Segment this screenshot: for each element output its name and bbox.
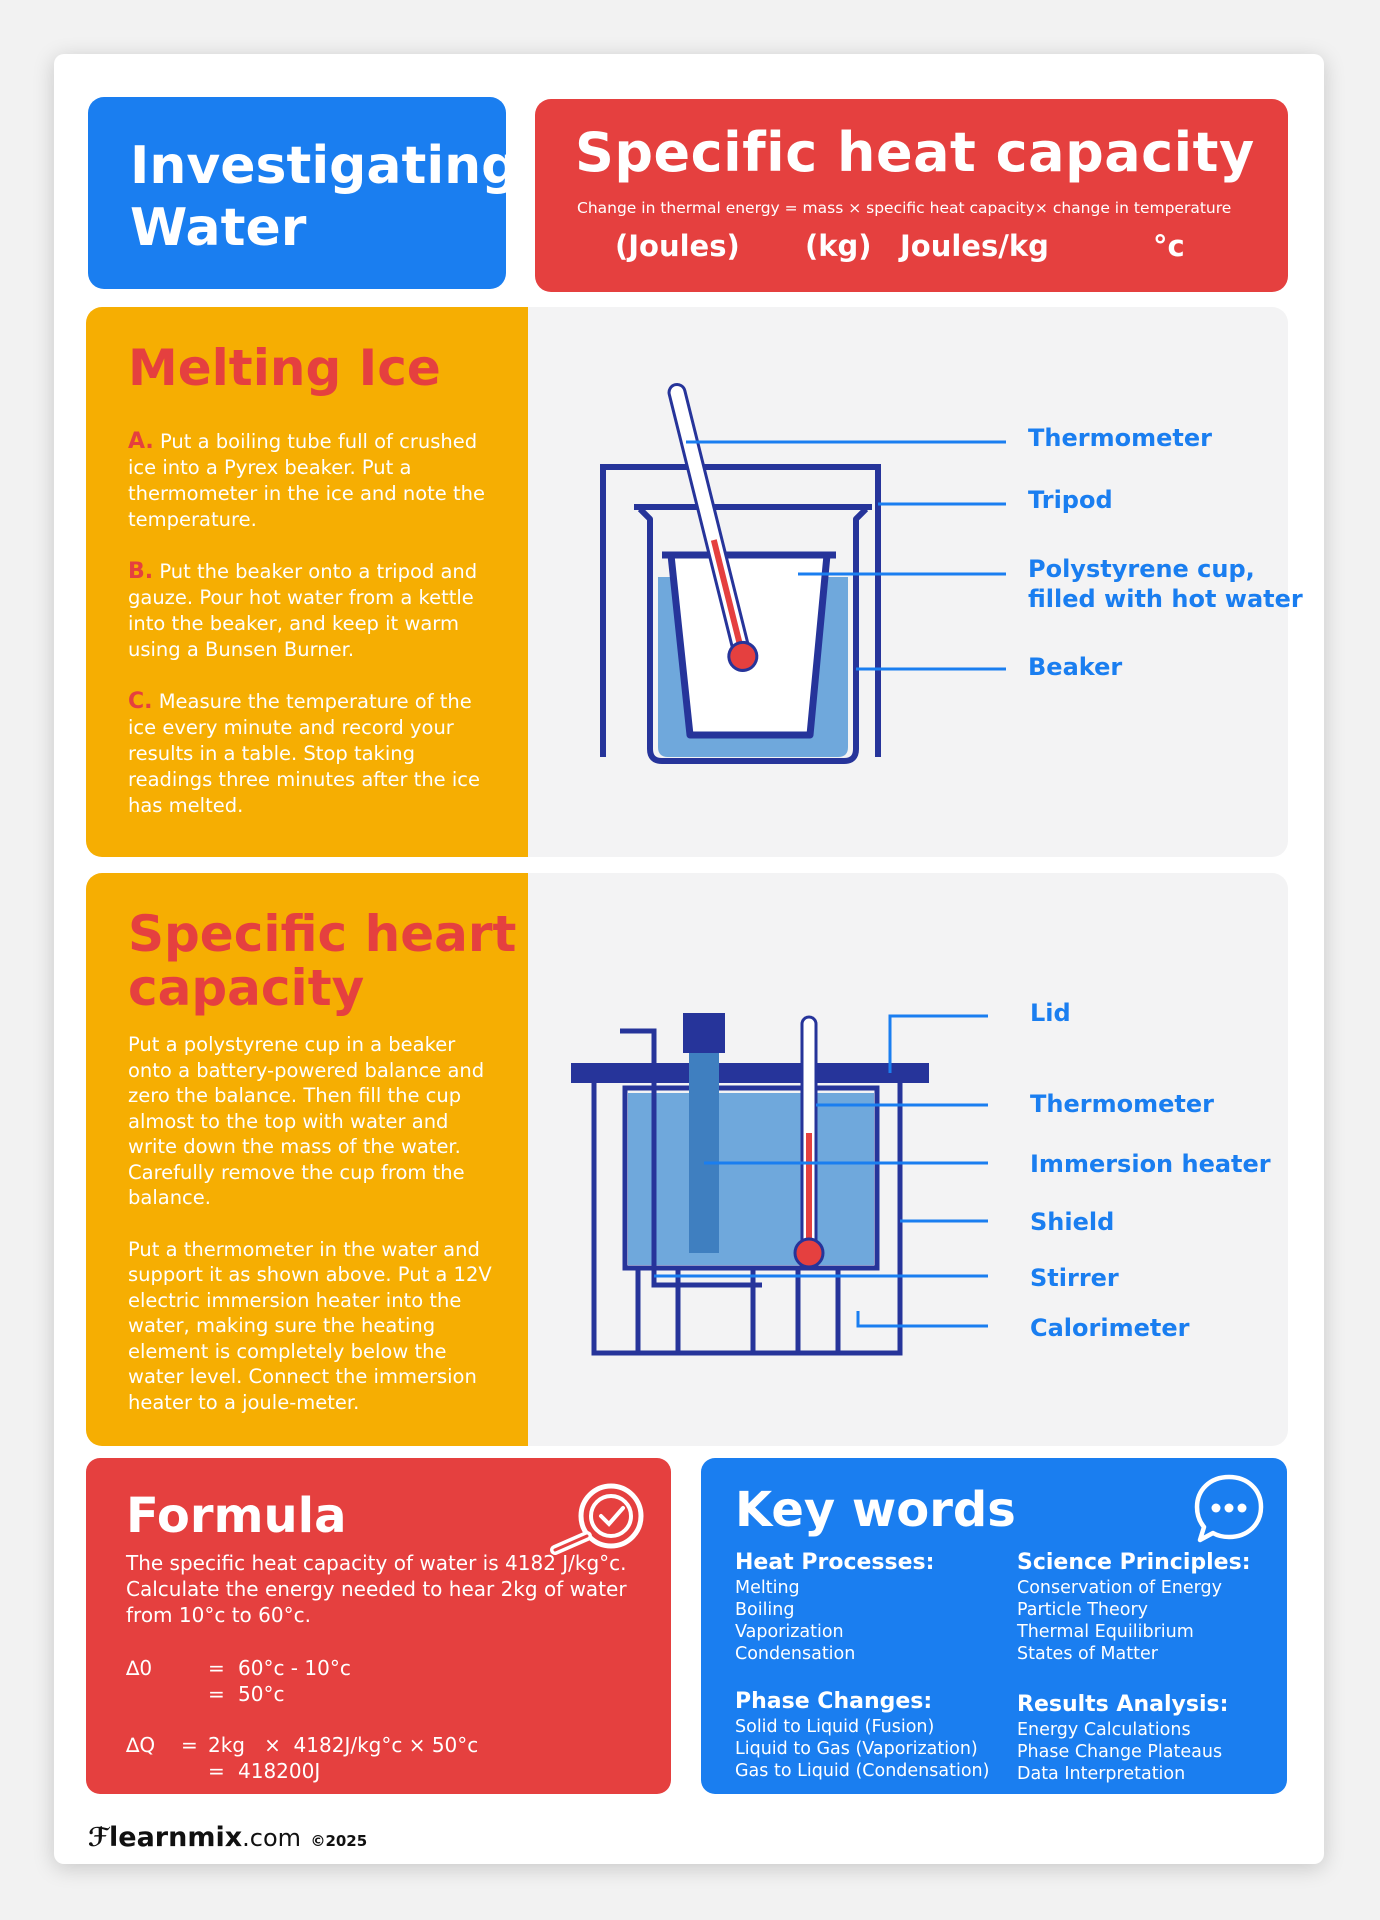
- formula-line-4: 418200J: [238, 1759, 321, 1783]
- step-b-letter: B.: [128, 559, 154, 584]
- brand-tld: .com: [242, 1824, 302, 1852]
- step-c: [128, 689, 496, 819]
- unit-celsius: °c: [1153, 229, 1185, 263]
- specific-title-line-2: capacity: [128, 959, 365, 1017]
- chat-bubble-icon: [1193, 1473, 1265, 1545]
- list-item: Phase Change Plateaus: [1017, 1742, 1223, 1762]
- magnifier-icon: [541, 1478, 653, 1558]
- kw-phase-list: [735, 1716, 989, 1782]
- shc-card: [535, 99, 1288, 292]
- melting-steps: [128, 429, 496, 840]
- formula-title: Formula: [126, 1488, 347, 1544]
- list-item: States of Matter: [1017, 1644, 1158, 1664]
- specific-paragraph-2: Put a thermometer in the water and support it as shown above. Put a 12V electric immersion heater into the water, making sure the heating element is completely below the water level. Connect the immersion heater to a joule-meter.: [128, 1237, 492, 1414]
- list-item: Solid to Liquid (Fusion): [735, 1717, 935, 1737]
- list-item: Melting: [735, 1578, 800, 1598]
- kw-heat-heading: Heat Processes:: [735, 1550, 935, 1575]
- step-a-text: Put a boiling tube full of crushed ice into a Pyrex beaker. Put a thermometer in the ice and note the temperature.: [128, 430, 485, 531]
- page-title: [130, 135, 519, 259]
- shc-title: Specific heat capacity: [575, 121, 1255, 184]
- formula-card: [86, 1458, 671, 1794]
- title-line-2: Water: [130, 198, 307, 258]
- list-item: Energy Calculations: [1017, 1720, 1191, 1740]
- calorimeter-water: [628, 1095, 874, 1265]
- list-item: Gas to Liquid (Condensation): [735, 1761, 990, 1781]
- label-thermometer-2: Thermometer: [1030, 1090, 1214, 1118]
- kw-heat-list: [735, 1577, 855, 1665]
- list-item: Boiling: [735, 1600, 795, 1620]
- melting-text-panel: [86, 307, 528, 857]
- step-c-letter: C.: [128, 689, 153, 714]
- specific-body: [128, 1032, 500, 1438]
- formula-eq-3: =: [181, 1733, 198, 1757]
- label-cup-2: filled with hot water: [1028, 585, 1303, 613]
- formula-delta-theta: ∆0: [126, 1656, 153, 1680]
- title-line-1: Investigating: [130, 136, 519, 196]
- specific-paragraph-1: Put a polystyrene cup in a beaker onto a battery-powered balance and zero the balance. Then fill the cup almost to the top with water and write down the mass of the water. Carefully remove the cup from the balance.: [128, 1033, 485, 1209]
- formula-eq-2: =: [208, 1682, 225, 1706]
- kw-science-heading: Science Principles:: [1017, 1550, 1251, 1575]
- label-stirrer: Stirrer: [1030, 1264, 1119, 1292]
- step-c-text: Measure the temperature of the ice every minute and record your results in a table. Stop taking readings three minutes after the ice has melted.: [128, 690, 481, 817]
- label-cup-1: Polystyrene cup,: [1028, 555, 1255, 583]
- formula-eq-4: =: [208, 1759, 225, 1783]
- list-item: Condensation: [735, 1644, 856, 1664]
- label-heater: Immersion heater: [1030, 1150, 1271, 1178]
- brand-footer: [88, 1822, 367, 1853]
- specific-title-line-1: Specific heart: [128, 905, 517, 963]
- label-beaker: Beaker: [1028, 653, 1123, 681]
- label-tripod: Tripod: [1028, 486, 1113, 514]
- specific-title: [128, 907, 516, 1015]
- melting-title: Melting Ice: [128, 339, 441, 397]
- title-card: [88, 97, 519, 289]
- formula-line-1: 60°c - 10°c: [238, 1656, 351, 1680]
- label-thermometer: Thermometer: [1028, 424, 1212, 452]
- kw-phase-heading: Phase Changes:: [735, 1689, 933, 1714]
- keywords-title: Key words: [735, 1482, 1016, 1538]
- step-a-letter: A.: [128, 429, 154, 454]
- leader-calorimeter: [858, 1311, 988, 1326]
- formula-description: The specific heat capacity of water is 4182 J/kg°c. Calculate the energy needed to hear 2kg of water from 10°c to 60°c.: [126, 1551, 627, 1627]
- label-lid: Lid: [1030, 999, 1071, 1027]
- kw-results-list: [1017, 1719, 1222, 1785]
- list-item: Thermal Equilibrium: [1017, 1622, 1194, 1642]
- list-item: Conservation of Energy: [1017, 1578, 1222, 1598]
- thermometer-bulb: [795, 1239, 823, 1267]
- brand-name: learnmix: [109, 1822, 243, 1853]
- heater-cap: [683, 1013, 725, 1053]
- unit-joules: (Joules): [615, 229, 740, 263]
- list-item: Data Interpretation: [1017, 1764, 1186, 1784]
- step-a: [128, 429, 496, 533]
- specific-diagram-panel: [528, 873, 1288, 1446]
- brand-year: ©2025: [310, 1832, 368, 1850]
- list-item: Particle Theory: [1017, 1600, 1149, 1620]
- unit-jkg: Joules/kg: [900, 229, 1049, 263]
- kw-science-list: [1017, 1577, 1222, 1665]
- kw-results-heading: Results Analysis:: [1017, 1692, 1229, 1717]
- melting-diagram-panel: [528, 307, 1303, 857]
- step-b: [128, 559, 496, 663]
- unit-kg: (kg): [805, 229, 872, 263]
- lid: [571, 1063, 929, 1083]
- label-shield: Shield: [1030, 1208, 1115, 1236]
- keywords-card: [701, 1458, 1287, 1794]
- label-calorimeter: Calorimeter: [1030, 1314, 1190, 1342]
- formula-eq-1: =: [208, 1656, 225, 1680]
- formula-line-3: 2kg × 4182J/kg°c × 50°c: [208, 1733, 479, 1757]
- shc-equation: Change in thermal energy = mass × specific heat capacity× change in temperature: [577, 199, 1232, 217]
- step-b-text: Put the beaker onto a tripod and gauze. Pour hot water from a kettle into the beaker, and keep it warm using a Bunsen Burner.: [128, 560, 478, 661]
- formula-delta-q: ∆Q: [126, 1733, 156, 1757]
- brand-logo-icon: ℱ: [88, 1823, 109, 1853]
- list-item: Liquid to Gas (Vaporization): [735, 1739, 978, 1759]
- specific-text-panel: [86, 873, 528, 1446]
- formula-line-2: 50°c: [238, 1682, 285, 1706]
- immersion-heater: [689, 1053, 719, 1253]
- list-item: Vaporization: [735, 1622, 844, 1642]
